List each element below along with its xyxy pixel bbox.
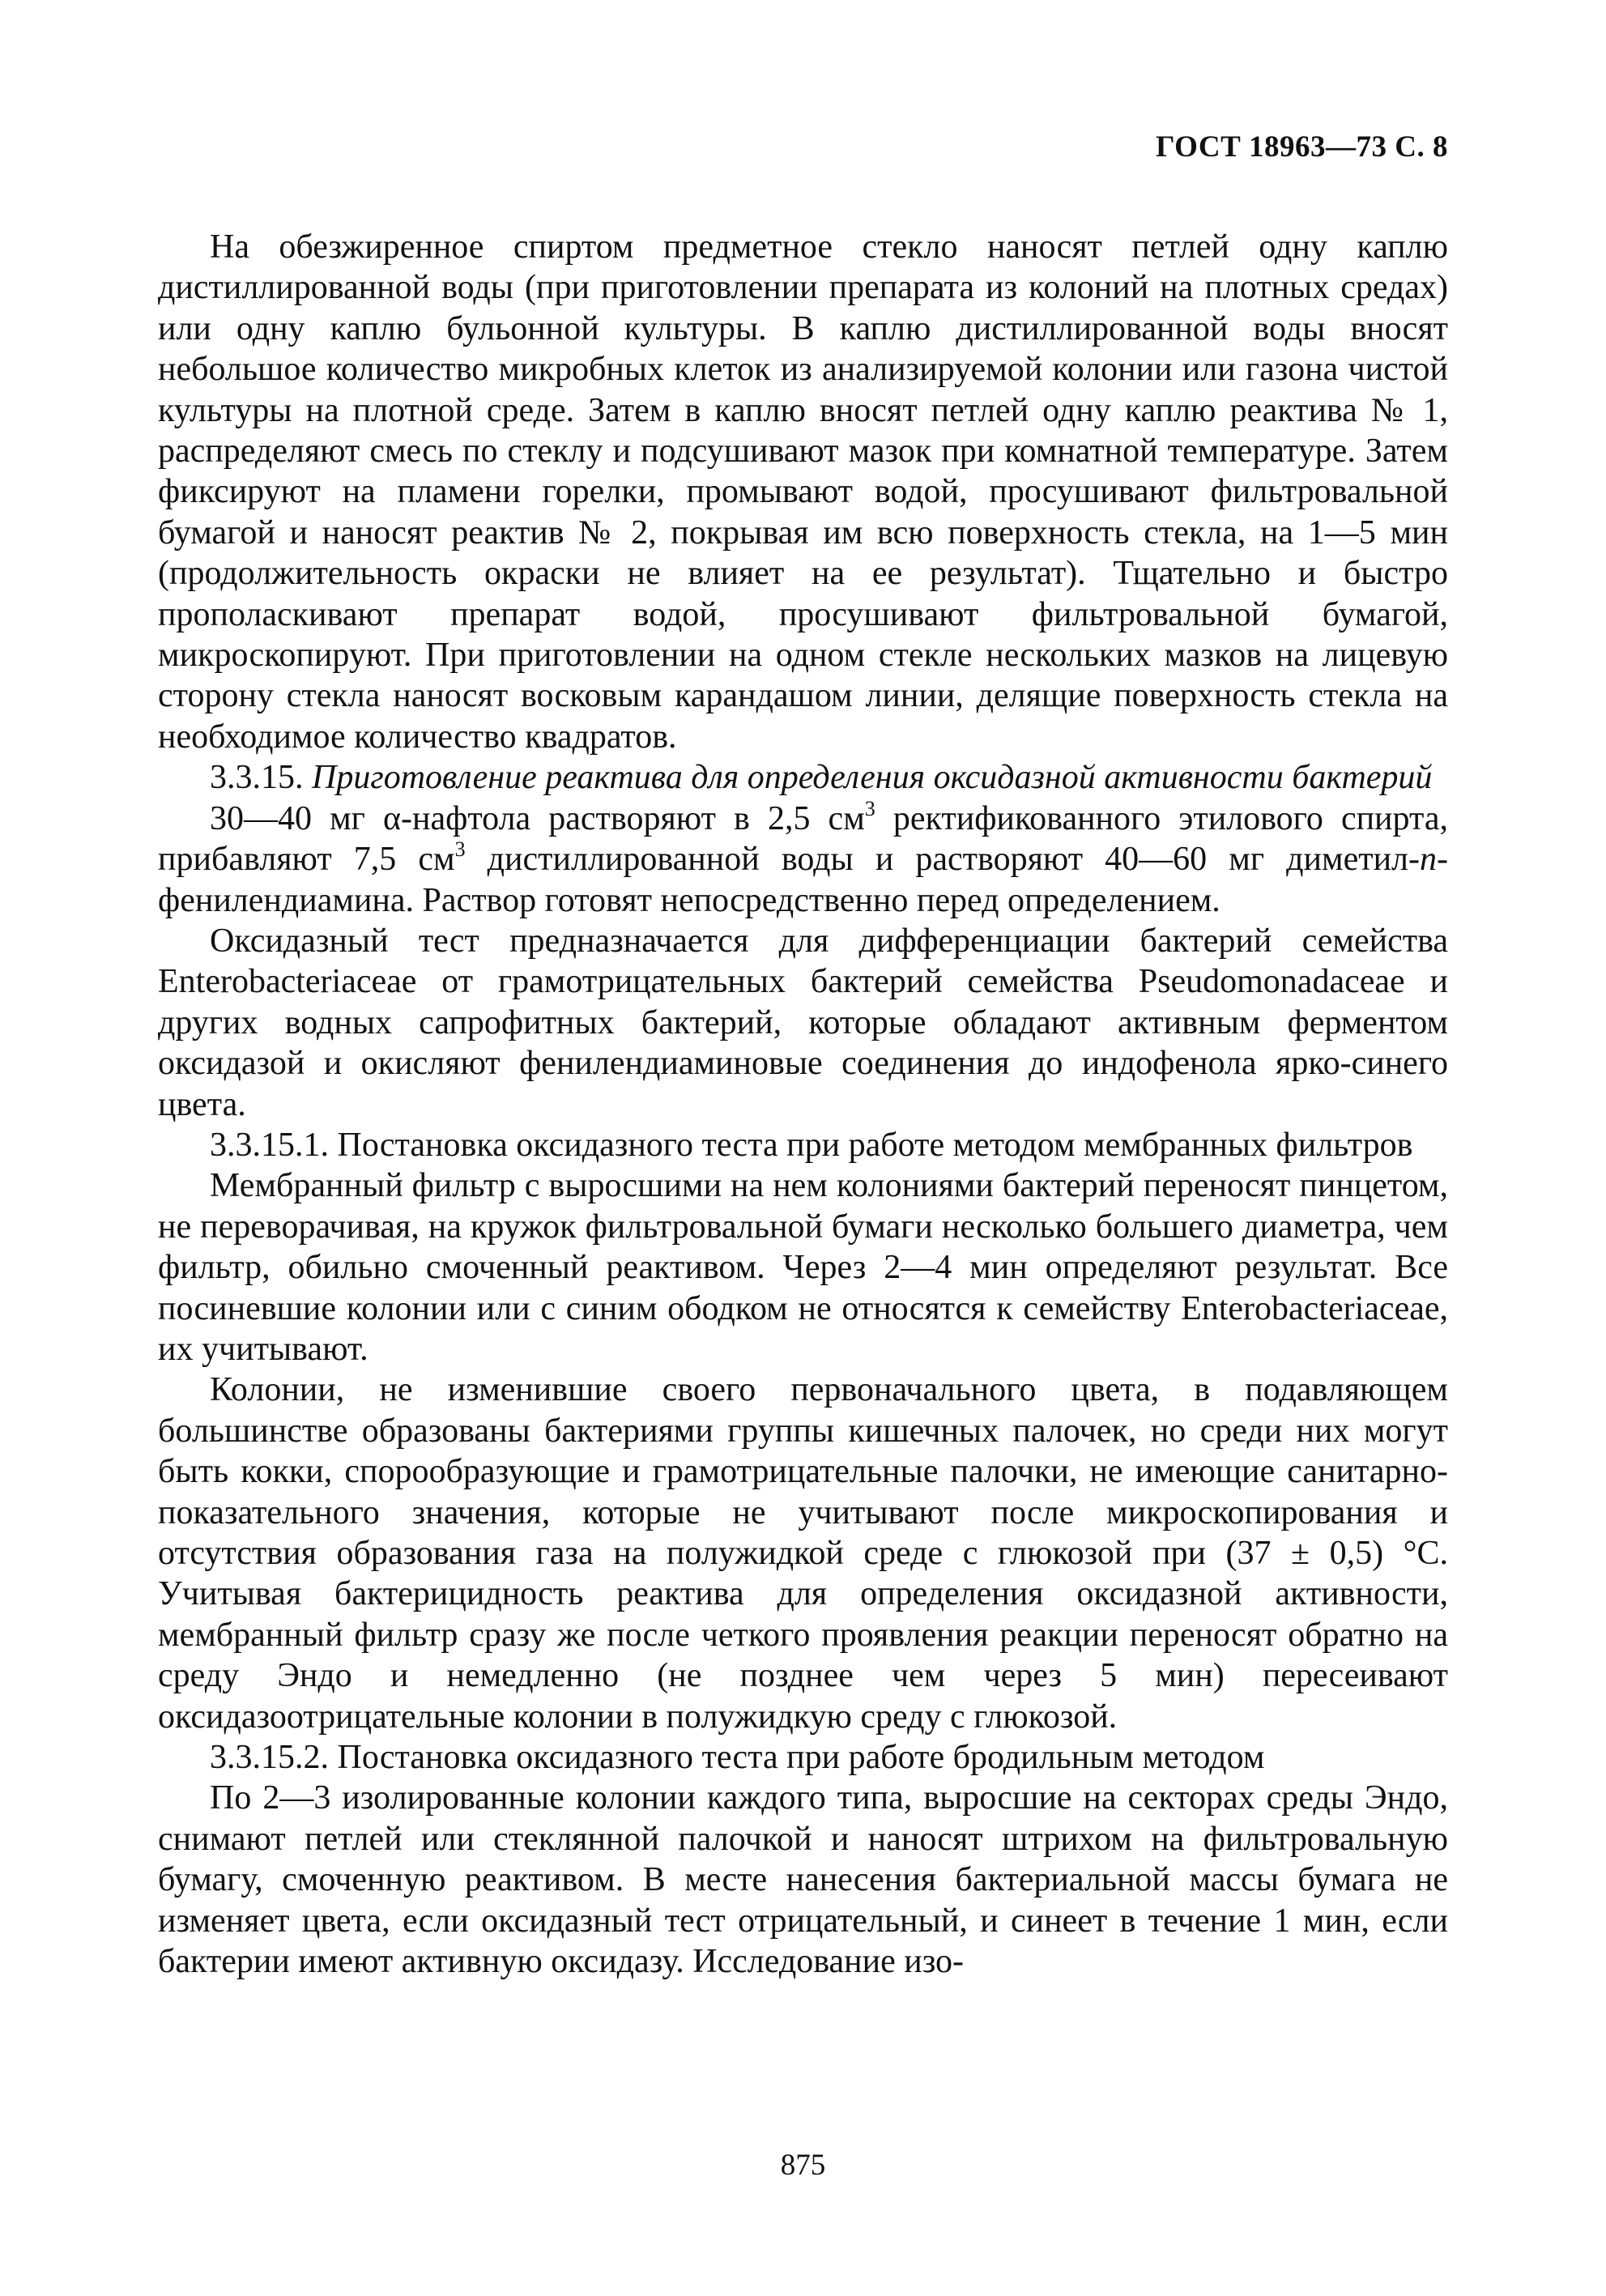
recipe-text-4: -фенилендиамина. Раствор готовят непосредственно перед определением. [158, 841, 1448, 919]
section-number: 3.3.15. [210, 759, 304, 797]
page-number: 875 [780, 2149, 826, 2182]
paragraph-oxidase-purpose: Оксидазный тест предназначается для дифференциации бактерий семейства Enterobacteriaceae от грамотрицательных бактерий семейства Pseudomonadaceae и других водных сапрофитных бактерий, которые обладают активным ферментом оксидазой и окисляют фенилендиаминовые соединения до индофенола ярко-синего цвета. [158, 922, 1448, 1123]
recipe-text-1: 30—40 мг α-нафтола растворяют в 2,5 см [210, 799, 865, 837]
paragraph-fermentation-method: По 2—3 изолированные колонии каждого типа, выросшие на секторах среды Эндо, снимают петлей или стеклянной палочкой и наносят штрихом на фильтровальную бумагу, смоченную реактивом. В месте нанесения бактериальной массы бумага не изменяет цвета, если оксидазный тест отрицательный, и синеет в течение 1 мин, если бактерии имеют активную оксидазу. Исследование изо- [158, 1779, 1448, 1981]
section-title: Приготовление реактива для определения оксидазной активности бактерий [312, 759, 1433, 797]
document-body [158, 227, 1448, 1982]
recipe-text-2: ректификованного этилового спирта, прибавляют 7,5 см [158, 799, 1448, 879]
paragraph-membrane-filter: Мембранный фильтр с выросшими на нем колониями бактерий переносят пинцетом, не переворачивая, на кружок фильтровальной бумаги несколько большего диаметра, чем фильтр, обильно смоченный реактивом. Через 2—4 мин определяют результат. Все посиневшие колонии или с синим ободком не относятся к семейству Enterobacteriaceae, их учитывают. [158, 1167, 1448, 1368]
paragraph-smear-preparation: На обезжиренное спиртом предметное стекло наносят петлей одну каплю дистиллированной воды (при приготовлении препарата из колоний на плотных средах) или одну каплю бульонной культуры. В каплю дистиллированной воды вносят небольшое количество микробных клеток из анализируемой колонии или газона чистой культуры на плотной среде. Затем в каплю вносят петлей одну каплю реактива № 1, распределяют смесь по стеклу и подсушивают мазок при комнатной температуре. Затем фиксируют на пламени горелки, промывают водой, просушивают фильтровальной бумагой и наносят реактив № 2, покрывая им всю поверхность стекла, на 1—5 мин (продолжительность окраски не влияет на ее результат). Тщательно и быстро прополаскивают препарат водой, просушивают фильтровальной бумагой, микроскопируют. При приготовлении на одном стекле нескольких мазков на лицевую сторону стекла наносят восковым карандашом линии, делящие поверхность стекла на необходимое количество квадратов. [158, 228, 1448, 756]
superscript: 3 [454, 837, 466, 862]
superscript: 3 [864, 796, 875, 820]
paragraph-colonies: Колонии, не изменившие своего первоначального цвета, в подавляющем большинстве образованы бактериями группы кишечных палочек, но среди них могут быть кокки, спорообразующие и грамотрицательные палочки, не имеющие санитарно-показательного значения, которые не учитывают после микроскопирования и отсутствия образования газа на полужидкой среде с глюкозой при (37 ± 0,5) °С. Учитывая бактерицидность реактива для определения оксидазной активности, мембранный фильтр сразу же после четкого проявления реакции переносят обратно на среду Эндо и немедленно (не позднее чем через 5 мин) пересеивают оксидазоотрицательные колонии в полужидкую среду с глюкозой. [158, 1371, 1448, 1736]
italic-letter: n [1420, 841, 1437, 879]
section-heading-3-3-15-1: 3.3.15.1. Постановка оксидазного теста при работе методом мембранных фильтров [210, 1126, 1413, 1164]
section-heading-3-3-15-2: 3.3.15.2. Постановка оксидазного теста при работе бродильным методом [210, 1739, 1265, 1777]
page-header: ГОСТ 18963—73 С. 8 [1156, 130, 1448, 164]
recipe-text-3: дистиллированной воды и растворяют 40—60 мг диметил- [465, 841, 1420, 879]
section-heading-3-3-15 [158, 757, 1448, 798]
paragraph-reagent-recipe [158, 796, 1448, 921]
